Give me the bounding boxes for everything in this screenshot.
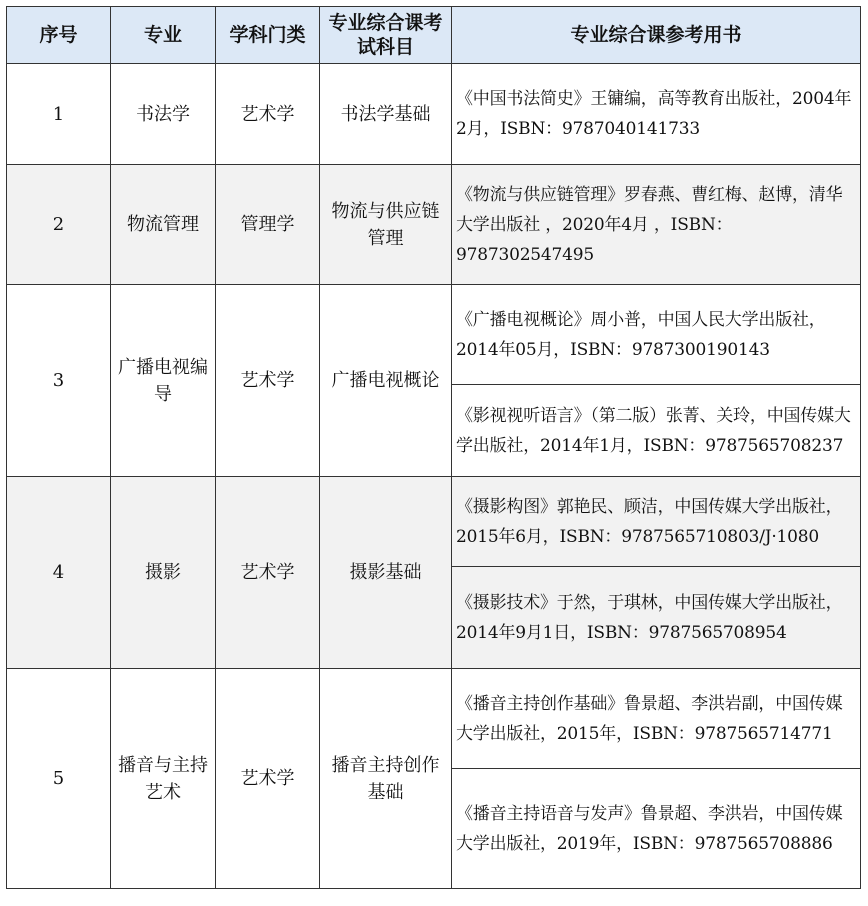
cell-index: 3: [7, 285, 111, 477]
cell-book: 《播音主持语音与发声》鲁景超、李洪岩，中国传媒大学出版社，2019年，ISBN：9787565708886: [452, 769, 861, 889]
cell-exam-subject-text: 广播电视概论: [331, 370, 440, 391]
cell-exam-subject: [320, 669, 452, 889]
table-row: [7, 165, 861, 285]
header-reference-books: 专业综合课参考用书: [452, 7, 861, 64]
cell-major-text: 播音与主持艺术: [118, 754, 208, 803]
cell-major: [111, 477, 216, 669]
cell-index: 4: [7, 477, 111, 669]
cell-book: 《影视视听语言》（第二版）张菁、关玲，中国传媒大学出版社，2014年1月，ISBN：9787565708237: [452, 385, 861, 477]
cell-exam-subject: [320, 285, 452, 477]
cell-exam-subject: [320, 477, 452, 669]
cell-major: [111, 165, 216, 285]
header-row: [7, 7, 861, 64]
table-wrapper: [6, 6, 860, 889]
cell-book: 《广播电视概论》周小普，中国人民大学出版社，2014年05月，ISBN：9787300190143: [452, 285, 861, 385]
cell-book: 《中国书法简史》王镛编，高等教育出版社，2004年2月，ISBN：9787040141733: [452, 64, 861, 165]
cell-category: 管理学: [216, 165, 320, 285]
reference-books-table: [6, 6, 861, 889]
table-row: [7, 477, 861, 567]
cell-book: 《摄影技术》于然，于琪林，中国传媒大学出版社，2014年9月1日，ISBN：9787565708954: [452, 567, 861, 669]
header-index: 序号: [7, 7, 111, 64]
cell-major-text: 物流管理: [127, 214, 199, 235]
cell-major: [111, 64, 216, 165]
cell-book: 《物流与供应链管理》罗春燕、曹红梅、赵博，清华大学出版社 ，2020年4月 ，ISBN：9787302547495: [452, 165, 861, 285]
table-row: [7, 669, 861, 769]
cell-major: [111, 669, 216, 889]
cell-category: 艺术学: [216, 477, 320, 669]
cell-exam-subject-text: 播音主持创作基础: [331, 754, 440, 803]
header-exam-subject: [320, 7, 452, 64]
cell-major-text: 摄影: [145, 562, 181, 583]
cell-exam-subject-text: 书法学基础: [340, 103, 431, 125]
cell-major: [111, 285, 216, 477]
cell-major-text: 书法学: [136, 103, 190, 125]
cell-exam-subject: [320, 165, 452, 285]
cell-index: 1: [7, 64, 111, 165]
cell-category: 艺术学: [216, 285, 320, 477]
table-row: [7, 64, 861, 165]
header-exam-subject-text: 专业综合课考试科目: [328, 12, 443, 58]
header-major: 专业: [111, 7, 216, 64]
header-category: 学科门类: [216, 7, 320, 64]
table-row: [7, 285, 861, 385]
cell-exam-subject-text: 物流与供应链管理: [331, 200, 440, 249]
cell-index: 5: [7, 669, 111, 889]
cell-category: 艺术学: [216, 64, 320, 165]
cell-index: 2: [7, 165, 111, 285]
cell-exam-subject-text: 摄影基础: [349, 562, 422, 583]
cell-category: 艺术学: [216, 669, 320, 889]
cell-major-text: 广播电视编导: [118, 356, 208, 405]
cell-book: 《摄影构图》郭艳民、顾洁，中国传媒大学出版社，2015年6月，ISBN：9787565710803/J·1080: [452, 477, 861, 567]
cell-book: 《播音主持创作基础》鲁景超、李洪岩副，中国传媒大学出版社，2015年，ISBN：9787565714771: [452, 669, 861, 769]
cell-exam-subject: [320, 64, 452, 165]
